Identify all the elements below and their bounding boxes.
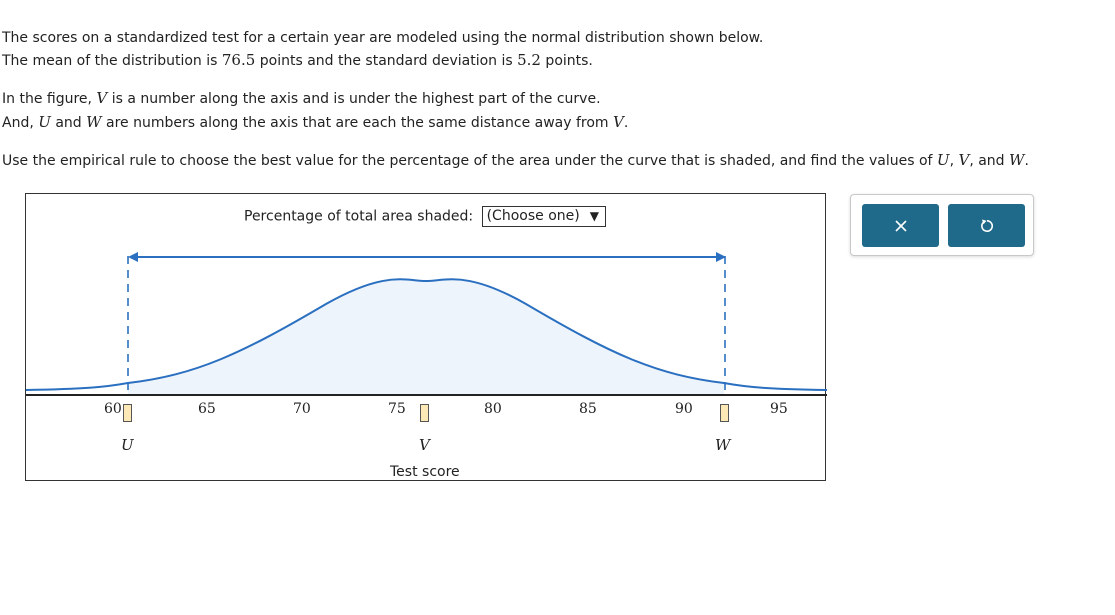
shaded-region xyxy=(128,279,724,394)
instruction-text: Use the empirical rule to choose the best value for the percentage of the area under the curve that is shaded, and find the values of xyxy=(2,153,937,169)
instruction-text: , xyxy=(949,153,959,169)
intro-text: The mean of the distribution is xyxy=(2,53,222,69)
tick-label: 70 xyxy=(293,401,311,417)
percentage-label: Percentage of total area shaded: xyxy=(244,208,474,225)
tick-label: 95 xyxy=(770,401,788,417)
tick-label: 80 xyxy=(484,401,502,417)
intro-text: points and the standard deviation is xyxy=(255,53,518,69)
tick-label: 75 xyxy=(388,401,406,417)
sd-value: 5.2 xyxy=(517,51,541,69)
tick-label: 85 xyxy=(579,401,597,417)
percentage-dropdown[interactable] xyxy=(482,206,606,227)
chevron-down-icon: ▼ xyxy=(589,209,599,223)
instruction-text: . xyxy=(1024,153,1029,169)
desc-text: are numbers along the axis that are each the same distance away from xyxy=(101,115,614,131)
intro-text: points. xyxy=(540,53,593,69)
percentage-dropdown-value: (Choose one) xyxy=(486,208,580,224)
problem-intro-line2 xyxy=(2,51,593,69)
undo-button[interactable] xyxy=(948,204,1025,247)
desc-text: and xyxy=(50,115,87,131)
var-v: V xyxy=(96,89,108,107)
desc-text: . xyxy=(623,115,629,131)
v-answer-box[interactable] xyxy=(420,404,429,422)
percentage-row xyxy=(244,206,606,227)
var-u: U xyxy=(936,151,950,169)
range-arrow-left-head xyxy=(128,252,138,262)
axis-title: Test score xyxy=(390,464,460,480)
figure-description-line1 xyxy=(2,89,601,107)
instruction-line xyxy=(2,151,1029,169)
mean-value: 76.5 xyxy=(221,51,256,69)
close-icon xyxy=(894,219,908,233)
clear-button[interactable] xyxy=(862,204,939,247)
tick-label: 60 xyxy=(104,401,122,417)
tick-label: 65 xyxy=(198,401,216,417)
w-label: W xyxy=(715,436,731,454)
figure-description-line2 xyxy=(2,113,628,131)
instruction-text: , and xyxy=(969,153,1010,169)
desc-text: In the figure, xyxy=(2,91,97,107)
undo-icon xyxy=(979,218,995,234)
var-w: W xyxy=(86,113,102,131)
desc-text: And, xyxy=(2,115,39,131)
normal-distribution-figure xyxy=(25,193,826,481)
var-v: V xyxy=(958,151,970,169)
var-v: V xyxy=(613,113,624,131)
desc-text: is a number along the axis and is under the highest part of the curve. xyxy=(107,91,601,107)
u-answer-box[interactable] xyxy=(123,404,132,422)
problem-intro-line1: The scores on a standardized test for a certain year are modeled using the normal distribution shown below. xyxy=(2,30,764,46)
var-w: W xyxy=(1009,151,1025,169)
u-label: U xyxy=(121,436,134,454)
action-button-panel xyxy=(850,194,1034,256)
v-label: V xyxy=(419,436,430,454)
tick-label: 90 xyxy=(675,401,693,417)
w-answer-box[interactable] xyxy=(720,404,729,422)
var-u: U xyxy=(38,113,51,131)
